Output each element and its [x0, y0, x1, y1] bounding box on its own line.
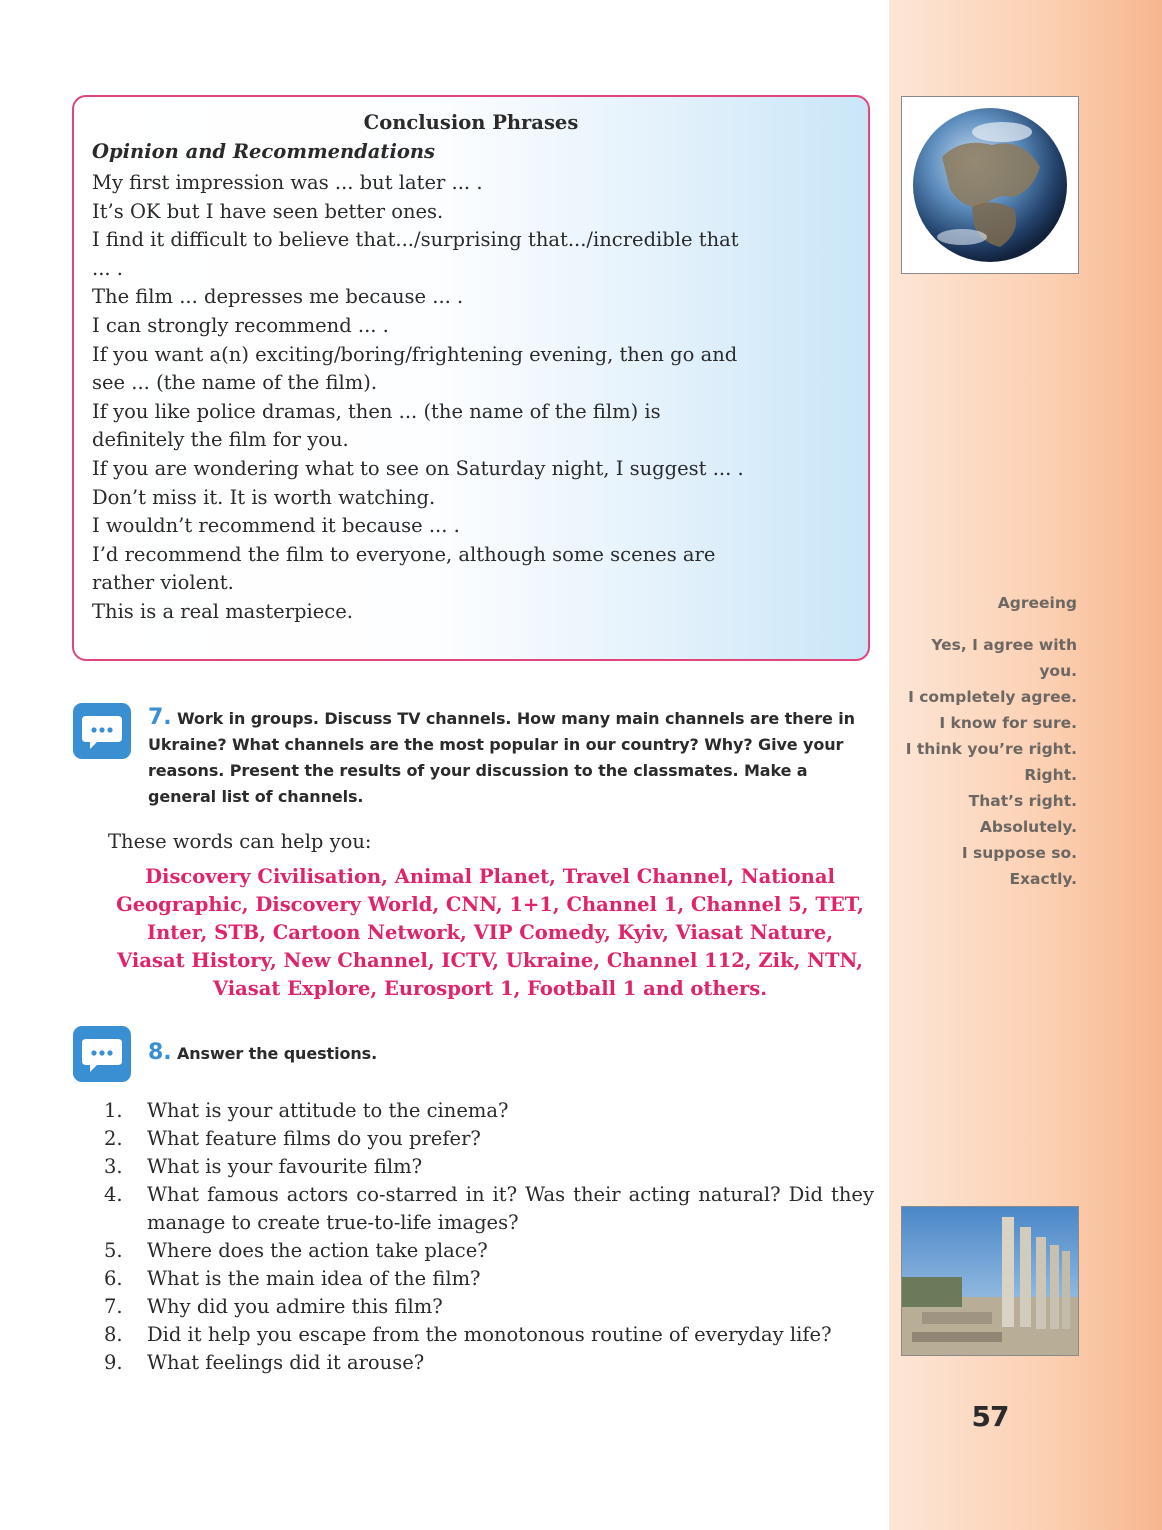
- question-number: 7.: [104, 1295, 123, 1318]
- question-number: 6.: [104, 1267, 123, 1290]
- question-text: What famous actors co-starred in it? Was their acting natural? Did they manage to create true-to-life images?: [147, 1183, 874, 1234]
- phrase-line: I’d recommend the film to everyone, although some scenes are: [92, 542, 716, 566]
- question-number: 1.: [104, 1099, 123, 1122]
- page-number: 57: [971, 1400, 1009, 1433]
- phrase-line: If you are wondering what to see on Saturday night, I suggest ... .: [92, 456, 744, 480]
- agreeing-phrase: I think you’re right.: [905, 740, 1077, 758]
- phrase-line: see ... (the name of the film).: [92, 371, 378, 395]
- speech-bubble-icon: [73, 703, 131, 759]
- question-text: What is the main idea of the film?: [147, 1267, 481, 1290]
- question-item: [104, 1153, 874, 1181]
- exercise-instructions: Answer the questions.: [176, 1044, 378, 1063]
- agreeing-phrase: Exactly.: [1009, 870, 1077, 888]
- conclusion-subtitle: Opinion and Recommendations: [92, 140, 436, 163]
- globe-photo: [901, 96, 1079, 274]
- agreeing-phrase: I know for sure.: [939, 714, 1077, 732]
- question-item: [104, 1265, 874, 1293]
- agreeing-phrase: That’s right.: [968, 792, 1077, 810]
- exercise-8: [148, 1040, 873, 1067]
- conclusion-phrases-box: [72, 95, 870, 661]
- phrase-line: I find it difficult to believe that.../surprising that.../incredible that: [92, 228, 739, 252]
- help-text: These words can help you:: [108, 830, 372, 853]
- phrase-line: definitely the film for you.: [92, 428, 349, 452]
- agreeing-phrase: I suppose so.: [961, 844, 1077, 862]
- question-item: [104, 1125, 874, 1153]
- question-item: [104, 1181, 874, 1237]
- agreeing-phrase: Absolutely.: [979, 818, 1077, 836]
- question-text: What feelings did it arouse?: [147, 1351, 425, 1374]
- conclusion-title: Conclusion Phrases: [363, 111, 579, 134]
- question-item: [104, 1321, 874, 1349]
- question-item: [104, 1349, 874, 1377]
- channel-list: Discovery Civilisation, Animal Planet, Travel Channel, National Geographic, Discovery World, CNN, 1+1, Channel 1, Channel 5, TET, Inter, STB, Cartoon Network, VIP Comedy, Kyiv, Viasat Nature, Viasat History, New Channel, ICTV, Ukraine, Channel 112, Zik, NTN, Viasat Explore, Eurosport 1, Football 1 and others.: [116, 865, 864, 1000]
- speech-bubble-icon: [73, 1026, 131, 1082]
- question-item: [104, 1237, 874, 1265]
- question-number: 9.: [104, 1351, 123, 1374]
- phrase-line: I wouldn’t recommend it because ... .: [92, 514, 460, 538]
- agreeing-panel: [900, 590, 1077, 892]
- question-number: 3.: [104, 1155, 123, 1178]
- exercise-number: 8.: [148, 1040, 172, 1065]
- phrase-line: If you like police dramas, then ... (the name of the film) is: [92, 399, 661, 423]
- phrase-line: If you want a(n) exciting/boring/frightening evening, then go and: [92, 342, 738, 366]
- question-number: 5.: [104, 1239, 123, 1262]
- question-list: [104, 1097, 874, 1377]
- question-text: What is your favourite film?: [147, 1155, 423, 1178]
- conclusion-phrase-list: [92, 169, 852, 627]
- phrase-line: This is a real masterpiece.: [92, 599, 353, 623]
- exercise-instructions: Work in groups. Discuss TV channels. How many main channels are there in Ukraine? What channels are the most popular in our country? Why? Give your reasons. Present the results of your discussion to the classmates. Make a general list of channels.: [148, 709, 855, 806]
- ruins-photo: [901, 1206, 1079, 1356]
- question-number: 8.: [104, 1323, 123, 1346]
- question-text: Why did you admire this film?: [147, 1295, 443, 1318]
- phrase-line: Don’t miss it. It is worth watching.: [92, 485, 436, 509]
- agreeing-title: Agreeing: [997, 594, 1077, 612]
- question-number: 2.: [104, 1127, 123, 1150]
- exercise-7: [148, 705, 873, 810]
- question-item: [104, 1097, 874, 1125]
- phrase-line: I can strongly recommend ... .: [92, 313, 389, 337]
- question-text: What feature films do you prefer?: [147, 1127, 481, 1150]
- question-text: Did it help you escape from the monotonous routine of everyday life?: [147, 1323, 832, 1346]
- phrase-line: The film ... depresses me because ... .: [92, 285, 464, 309]
- phrase-line: It’s OK but I have seen better ones.: [92, 199, 444, 223]
- agreeing-phrase: Right.: [1024, 766, 1077, 784]
- question-text: What is your attitude to the cinema?: [147, 1099, 509, 1122]
- agreeing-phrase: Yes, I agree with: [931, 636, 1077, 654]
- agreeing-phrase: I completely agree.: [908, 688, 1077, 706]
- exercise-number: 7.: [148, 705, 172, 730]
- phrase-line: rather violent.: [92, 571, 234, 595]
- question-item: [104, 1293, 874, 1321]
- agreeing-phrase: you.: [1039, 662, 1077, 680]
- question-number: 4.: [104, 1183, 123, 1206]
- phrase-line: My first impression was ... but later ... .: [92, 171, 483, 194]
- question-text: Where does the action take place?: [147, 1239, 488, 1262]
- phrase-line: ... .: [92, 256, 123, 280]
